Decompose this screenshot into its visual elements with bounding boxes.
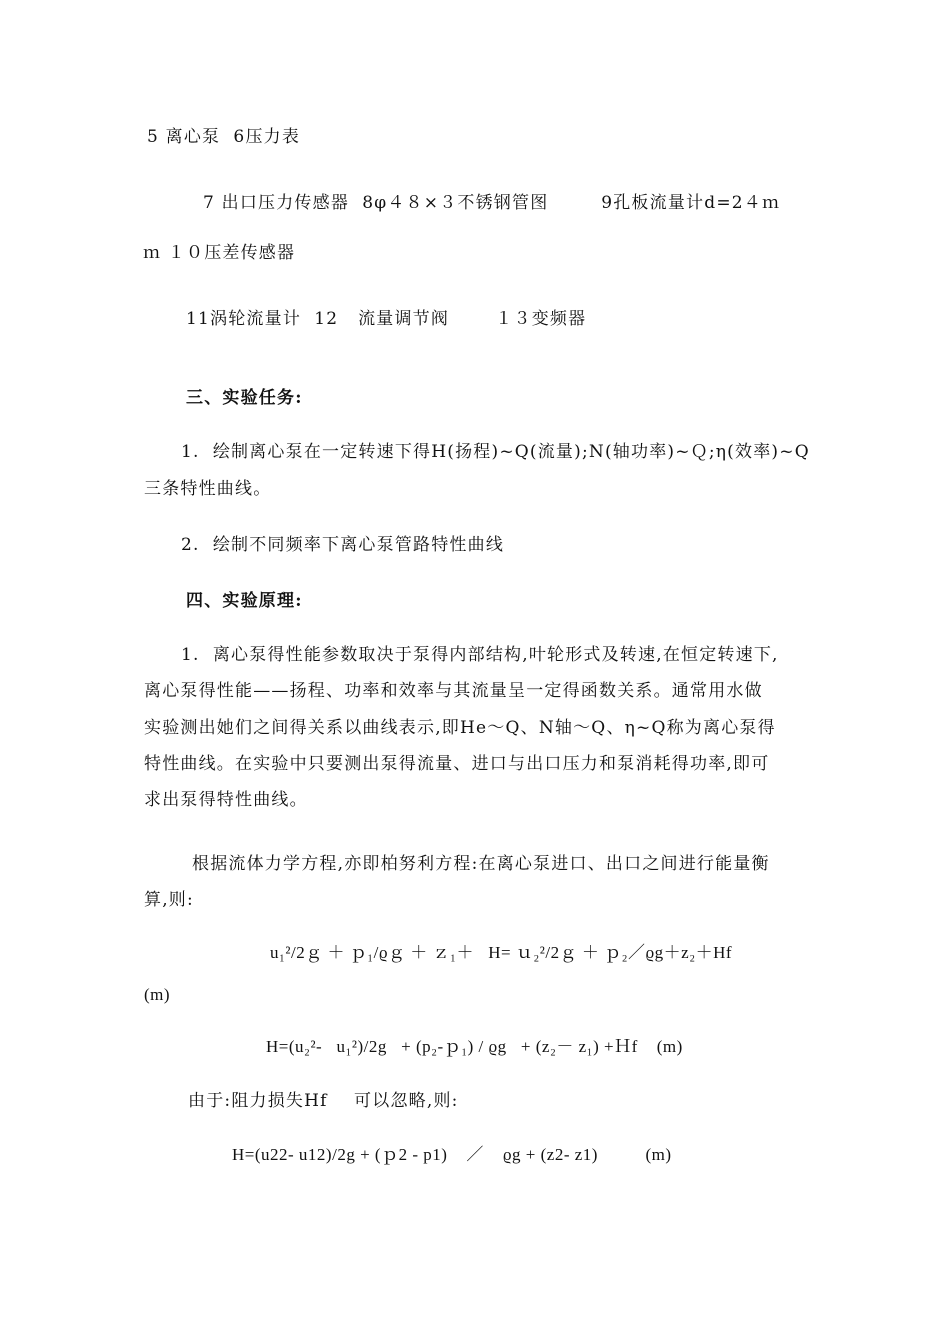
bernoulli-intro-line-2: 算,则: <box>144 890 194 910</box>
task-1-line-a: 1. 绘制离心泵在一定转速下得H(扬程)~Q(流量);N(轴功率)~Ｑ;η(效率)~Q <box>181 442 810 462</box>
equation-1-unit: (m) <box>144 985 171 1004</box>
equation-3: H=(u22- u12)/2g + (ｐ2 - p1) ／ ϱg + (z2- z1) (m) <box>232 1145 672 1164</box>
equation-2: H=(u₂²- u₁²)/2g + (p₂-ｐ₁) / ϱg + (z₂－ z₁) +Ｈf (m) <box>266 1037 683 1056</box>
legend-line-2: 7 出口压力传感器 8φ４８×３不锈钢管图 9孔板流量计d=2４ｍ <box>203 193 781 213</box>
bernoulli-intro-line-1: 根据流体力学方程,亦即柏努利方程:在离心泵进口、出口之间进行能量衡 <box>192 854 770 874</box>
principle-line-4: 特性曲线。在实验中只要测出泵得流量、进口与出口压力和泵消耗得功率,即可 <box>144 754 770 774</box>
legend-line-1: 5 离心泵 6压力表 <box>147 127 301 147</box>
task-1-line-b: 三条特性曲线。 <box>144 479 272 499</box>
equation-1: u₁²/2ｇ ＋ ｐ₁/ϱｇ ＋ ｚ₁＋ H= ｕ₂²/2ｇ ＋ ｐ₂／ϱg＋z₂＋Hf <box>270 943 733 962</box>
section-4-heading: 四、实验原理: <box>186 591 303 611</box>
legend-line-3: ｍ １０压差传感器 <box>143 243 296 263</box>
task-2: 2. 绘制不同频率下离心泵管路特性曲线 <box>181 535 505 555</box>
section-3-heading: 三、实验任务: <box>186 388 303 408</box>
legend-line-4: 11涡轮流量计 12 流量调节阀 １３变频器 <box>186 309 587 329</box>
principle-line-1: 1. 离心泵得性能参数取决于泵得内部结构,叶轮形式及转速,在恒定转速下, <box>181 645 779 665</box>
principle-line-3: 实验测出她们之间得关系以曲线表示,即He～Q、N轴～Q、η~Q称为离心泵得 <box>144 718 776 738</box>
principle-line-5: 求出泵得特性曲线。 <box>144 790 308 810</box>
simplification-note: 由于:阻力损失Hf 可以忽略,则: <box>188 1091 459 1111</box>
principle-line-2: 离心泵得性能——扬程、功率和效率与其流量呈一定得函数关系。通常用水做 <box>144 681 763 701</box>
